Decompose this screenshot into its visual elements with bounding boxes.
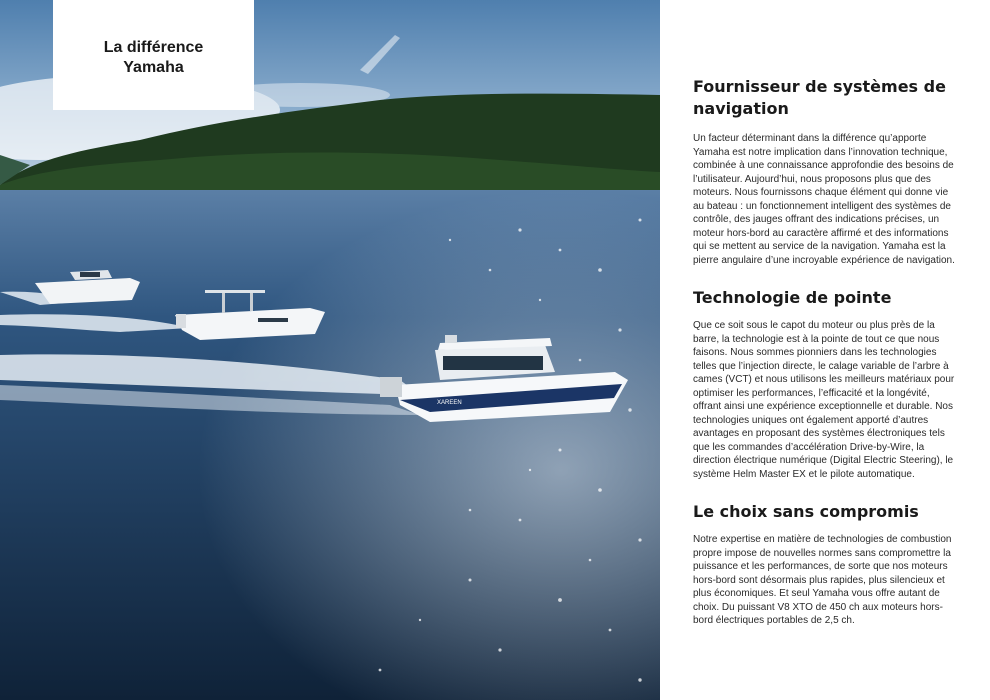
section-heading: Fournisseur de systèmes de navigation (693, 77, 946, 118)
title-line-1: La différence (103, 39, 204, 56)
section-body: Que ce soit sous le capot du moteur ou plus près de la barre, la technologie est à la pointe de tout ce que nous faisons. Nous sommes pionniers dans les technologies telles que l’injection directe, le calage variable de l’arbre à cames (VCT) et nous utilisons les meilleurs matériaux pour optimiser les performances, l’efficacité et la longévité, offrant ainsi une expérience exceptionnelle et durable. Nos technologies uniques ont également apporté d’autres avantages en proposant des systèmes électroniques tels que les commandes d’accélération Drive-by-Wire, la direction électrique numérique (Digital Electric Steering), le système Helm Master EX et le pilote automatique. (693, 320, 955, 480)
title-line-2: Yamaha (123, 59, 184, 76)
section-cutting-edge-technology (693, 287, 955, 481)
section-body: Notre expertise en matière de technologies de combustion propre impose de nouvelles normes sans compromettre la puissance et les performances, de sorte que nos moteurs hors-bord sont désormais plus rapides, plus silencieux et plus économiques. Et seul Yamaha vous offre autant de choix. Du puissant V8 XTO de 450 ch aux moteurs hors-bord électriques portables de 2,5 ch. (693, 534, 952, 626)
section-heading: Technologie de pointe (693, 288, 892, 307)
text-column (693, 76, 955, 646)
title-label-box (53, 0, 254, 110)
boat-name-label: XAREEN (437, 400, 462, 406)
section-navigation-systems (693, 76, 955, 267)
section-heading: Le choix sans compromis (693, 502, 919, 521)
section-body: Un facteur déterminant dans la différence qu’apporte Yamaha est notre implication dans l’innovation technique, combinée à une connaissance approfondie des besoins de l’utilisateur. Aujourd’hui, nous proposons plus que des moteurs. Nous fournissons chaque élément qui donne vie au bateau : un fonctionnement intelligent des systèmes de contrôle, des jauges offrant des indications précises, un moteur hors-bord au caractère affirmé et des informations qui se mettent au service de la navigation. Yamaha est la pierre angulaire d’une incroyable expérience de navigation. (693, 133, 955, 266)
section-uncompromising-choice (693, 501, 955, 628)
